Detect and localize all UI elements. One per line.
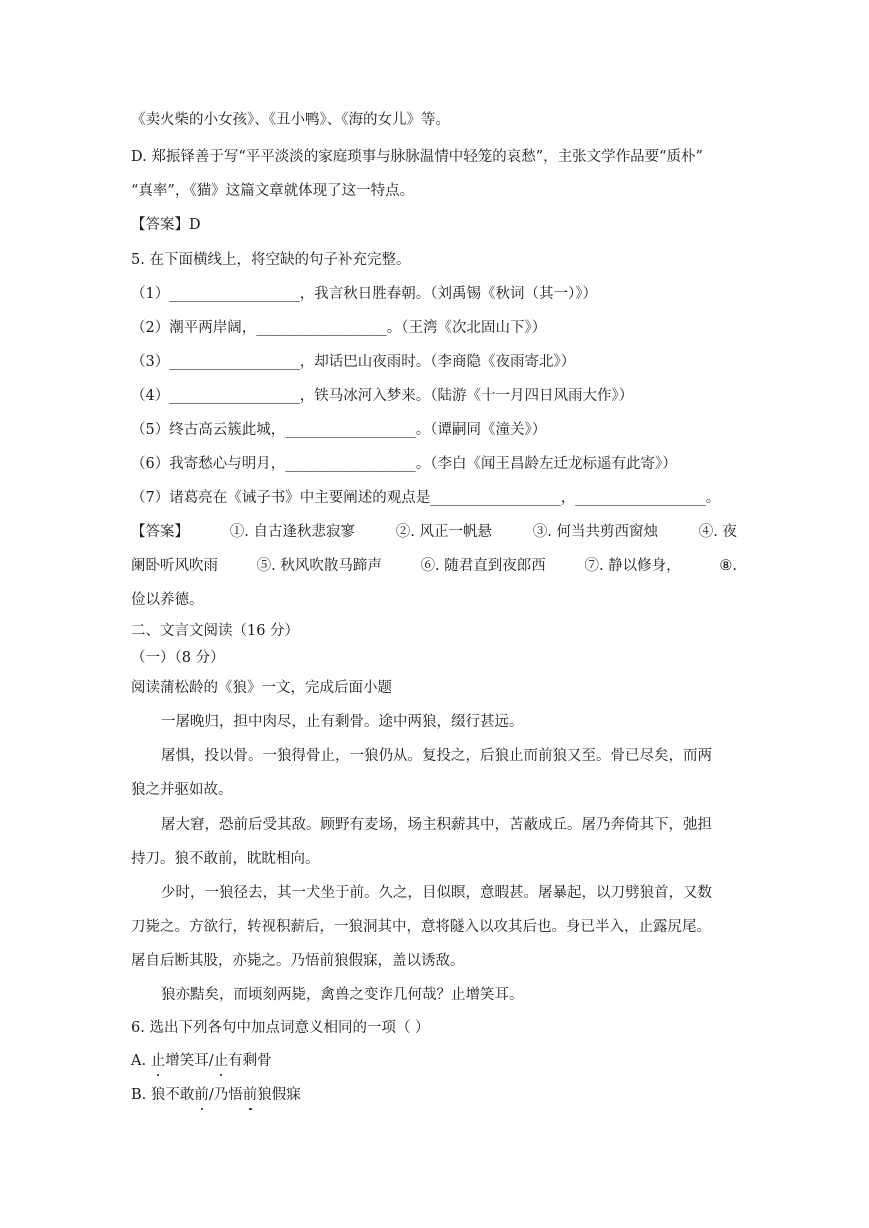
- section-heading: 二、文言文阅读（16 分）: [131, 623, 300, 639]
- answer-item: ⑥. 随君直到夜郎西: [420, 558, 546, 574]
- passage-paragraph-5: 狼亦黠矣，而顷刻两毙，禽兽之变诈几何哉？止增笑耳。: [161, 987, 524, 1003]
- subsection-heading: （一）（8 分）: [131, 650, 225, 666]
- dotted-word: 前: [194, 1087, 209, 1103]
- passage-paragraph-4-cont: 屠自后断其股，亦毙之。乃悟前狼假寐，盖以诱敌。: [131, 953, 465, 969]
- answer-item: ⑤. 秋风吹散马蹄声: [256, 558, 382, 574]
- answer-q5-line1: [131, 522, 737, 542]
- fill-item-1: （1）__________________，我言秋日胜春朝。（刘禹锡《秋词（其一）》）: [131, 286, 597, 302]
- text-line: 《卖火柴的小女孩》、《丑小鸭》、《海的女儿》等。: [131, 112, 450, 128]
- option-text: 狼假寐: [257, 1087, 301, 1103]
- reading-instruction: 阅读蒲松龄的《狼》一文，完成后面小题: [131, 680, 392, 696]
- passage-paragraph-3: 屠大窘，恐前后受其敌。顾野有麦场，场主积薪其中，苫蔽成丘。屠乃奔倚其下，弛担: [161, 817, 712, 833]
- option-d-line1: D. 郑振铎善于写“平平淡淡的家庭琐事与脉脉温情中轻笼的哀愁”，主张文学作品要“质朴”: [131, 149, 703, 165]
- answer-item: ⑧.: [719, 558, 737, 574]
- passage-paragraph-1: 一屠晚归，担中肉尽，止有剩骨。途中两狼，缀行甚远。: [161, 714, 524, 730]
- option-a: [131, 1051, 272, 1071]
- option-prefix: B. 狼不敢: [131, 1087, 195, 1103]
- answer-q4: 【答案】D: [131, 217, 201, 233]
- answer-item: 阑卧听风吹雨: [131, 558, 218, 574]
- passage-paragraph-3-cont: 持刀。狼不敢前，眈眈相向。: [131, 851, 320, 867]
- passage-paragraph-4-cont: 刀毙之。方欲行，转视积薪后，一狼洞其中，意将隧入以攻其后也。身已半入，止露尻尾。: [131, 919, 711, 935]
- answer-item: ①. 自古逢秋悲寂寥: [229, 524, 355, 540]
- answer-item: ④. 夜: [698, 524, 737, 540]
- option-text: 有剩骨: [228, 1053, 272, 1069]
- option-d-line2: “真率”，《猫》这篇文章就体现了这一特点。: [131, 183, 415, 199]
- option-text: /乃悟: [208, 1087, 243, 1103]
- question-5: 5. 在下面横线上，将空缺的句子补充完整。: [131, 252, 411, 268]
- fill-item-2: （2）潮平两岸阔，__________________。（王湾《次北固山下》）: [131, 320, 547, 336]
- question-6: 6. 选出下列各句中加点词意义相同的一项（ ）: [131, 1020, 430, 1036]
- dotted-word: 止: [150, 1053, 166, 1069]
- passage-paragraph-4: 少时，一狼径去，其一犬坐于前。久之，目似瞑，意暇甚。屠暴起，以刀劈狼首，又数: [161, 885, 712, 901]
- fill-item-6: （6）我寄愁心与明月，__________________。（李白《闻王昌龄左迁龙标遥有此寄》）: [131, 456, 677, 472]
- passage-paragraph-2: 屠惧，投以骨。一狼得骨止，一狼仍从。复投之，后狼止而前狼又至。骨已尽矣，而两: [161, 748, 712, 764]
- answer-q5-line3: 俭以养德。: [131, 592, 204, 608]
- fill-item-7: （7）诸葛亮在《诫子书》中主要阐述的观点是__________________，__________________。: [131, 490, 721, 506]
- dotted-word: 止: [213, 1053, 229, 1069]
- answer-item: ⑦. 静以修身，: [584, 558, 681, 574]
- answer-q5-line2: [131, 556, 737, 576]
- fill-item-5: （5）终古高云簇此城，__________________。（谭嗣同《潼关》）: [131, 422, 547, 438]
- fill-item-3: （3）__________________，却话巴山夜雨时。（李商隐《夜雨寄北》）: [131, 354, 576, 370]
- dotted-word: 前: [242, 1087, 258, 1103]
- option-prefix: A.: [131, 1053, 151, 1069]
- option-text: 增笑耳/: [165, 1053, 214, 1069]
- answer-label: 【答案】: [131, 524, 189, 540]
- answer-item: ②. 风正一帆悬: [395, 524, 492, 540]
- option-b: [131, 1085, 301, 1105]
- fill-item-4: （4）__________________，铁马冰河入梦来。（陆游《十一月四日风雨大作》）: [131, 388, 634, 404]
- answer-item: ③. 何当共剪西窗烛: [532, 524, 658, 540]
- passage-paragraph-2-cont: 狼之并驱如故。: [131, 782, 233, 798]
